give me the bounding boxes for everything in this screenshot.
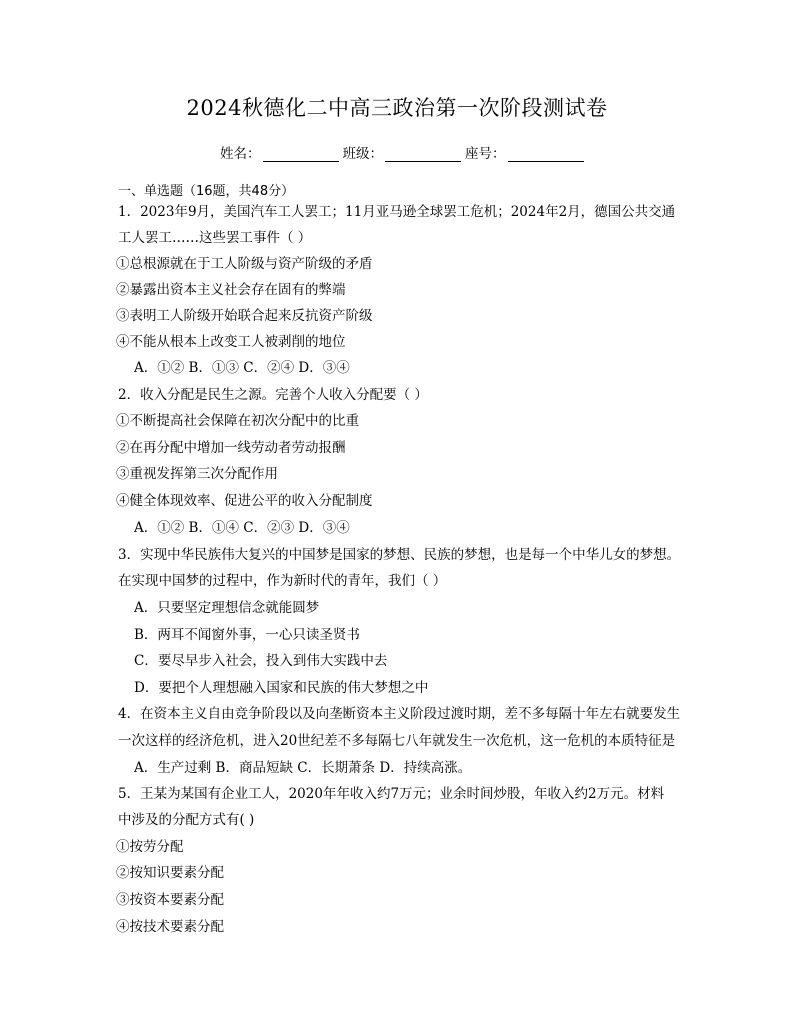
q4-stem-line-1: 4．在资本主义自由竞争阶段以及向垄断资本主义阶段过渡时期，差不多每隔十年左右就要发生 xyxy=(118,706,681,722)
q3-choice-c: C．要尽早步入社会，投入到伟大实践中去 xyxy=(134,653,388,669)
q4-answer-options: A．生产过剩 B．商品短缺 C．长期萧条 D．持续高涨。 xyxy=(134,760,472,776)
q3-choice-a: A．只要坚定理想信念就能圆梦 xyxy=(134,600,320,616)
q3-choice-b: B．两耳不闻窗外事，一心只读圣贤书 xyxy=(134,627,360,643)
q5-statement-1: ①按劳分配 xyxy=(116,839,184,855)
section-heading: 一、单选题（16题，共48分） xyxy=(118,184,295,199)
q1-statement-4: ④不能从根本上改变工人被剥削的地位 xyxy=(116,334,346,350)
q3-stem-line-2: 在实现中国梦的过程中，作为新时代的青年，我们（ ） xyxy=(118,573,447,589)
q2-statement-1: ①不断提高社会保障在初次分配中的比重 xyxy=(116,413,359,429)
class-blank xyxy=(385,147,461,162)
seat-blank xyxy=(508,147,584,162)
q1-stem-line-1: 1．2023年9月，美国汽车工人罢工；11月亚马逊全球罢工危机；2024年2月，德国公共交通 xyxy=(118,204,676,220)
q2-statement-2: ②在再分配中增加一线劳动者劳动报酬 xyxy=(116,440,346,456)
q5-statement-4: ④按技术要素分配 xyxy=(116,919,224,935)
q1-answer-options: A．①② B．①③ C．②④ D．③④ xyxy=(134,360,350,376)
q1-statement-1: ①总根源就在于工人阶级与资产阶级的矛盾 xyxy=(116,256,373,272)
name-label: 姓名： xyxy=(220,146,261,162)
q2-statement-4: ④健全体现效率、促进公平的收入分配制度 xyxy=(116,493,373,509)
q1-statement-3: ③表明工人阶级开始联合起来反抗资产阶级 xyxy=(116,308,373,324)
seat-label: 座号： xyxy=(465,146,506,162)
name-blank xyxy=(263,147,339,162)
q3-stem-line-1: 3．实现中华民族伟大复兴的中国梦是国家的梦想、民族的梦想，也是每一个中华儿女的梦想。 xyxy=(118,547,681,563)
q2-statement-3: ③重视发挥第三次分配作用 xyxy=(116,466,278,482)
q5-stem-line-2: 中涉及的分配方式有( ) xyxy=(118,812,255,828)
q2-answer-options: A．①② B．①④ C．②③ D．③④ xyxy=(134,520,350,536)
q5-statement-3: ③按资本要素分配 xyxy=(116,892,224,908)
q1-stem-line-2: 工人罢工……这些罢工事件（ ） xyxy=(118,230,312,246)
student-info-row xyxy=(220,142,588,162)
exam-title: 2024秋德化二中高三政治第一次阶段测试卷 xyxy=(186,96,608,120)
class-label: 班级： xyxy=(342,146,383,162)
q5-statement-2: ②按知识要素分配 xyxy=(116,865,224,881)
q3-choice-d: D．要把个人理想融入国家和民族的伟大梦想之中 xyxy=(134,680,429,696)
q4-stem-line-2: 一次这样的经济危机，进入20世纪差不多每隔七八年就发生一次危机，这一危机的本质特征是 xyxy=(118,733,676,749)
q5-stem-line-1: 5．王某为某国有企业工人，2020年年收入约7万元；业余时间炒股，年收入约2万元。材料 xyxy=(118,786,665,802)
q1-statement-2: ②暴露出资本主义社会存在固有的弊端 xyxy=(116,282,346,298)
q2-stem-line-1: 2．收入分配是民生之源。完善个人收入分配要（ ） xyxy=(118,387,428,403)
